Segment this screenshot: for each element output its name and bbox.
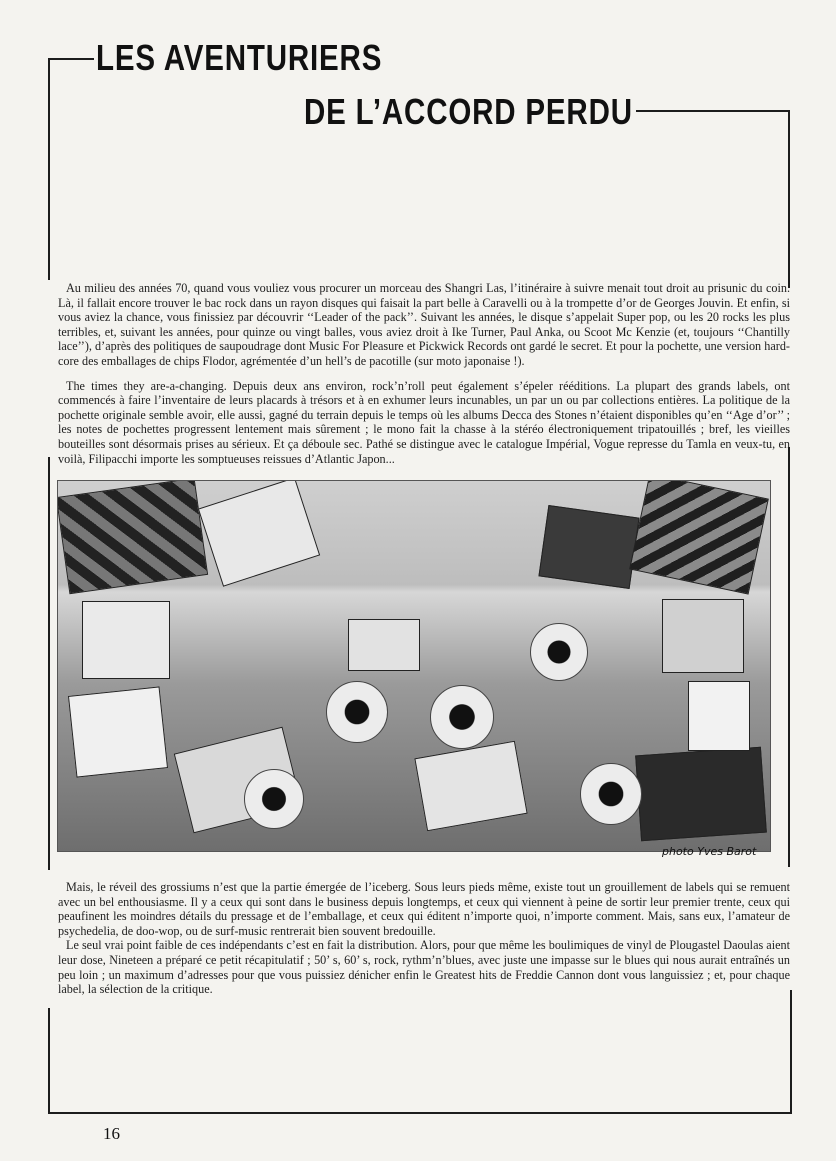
article-body-bottom <box>58 880 790 1007</box>
album-sleeve <box>68 686 168 777</box>
paragraph: Le seul vrai point faible de ces indépendants c’est en fait la distribution. Alors, pour que même les boulimiques de vinyl de Plougastel Daoulas aient leur dose, Nineteen a préparé ce petit récapitulatif ; 50’ s, 60’ s, rock, rythm’n’blues, avec juste une impasse sur le blues qui nous aurait entraînés un peu loin ; un maximum d’adresses pour que vous puissiez dénicher enfin le Greatest hits de Freddie Cannon dont vous languissiez ; et, pour chaque label, la sélection de la critique. <box>58 938 790 997</box>
paragraph: Mais, le réveil des grossiums n’est que la partie émergée de l’iceberg. Sous leurs pieds même, existe tout un grouillement de labels qui se remuent avec un bel enthousiasme. Il y a ceux qui sont dans le business depuis longtemps, et ceux qui viennent à peine de sortir leur premier trente, ceux qui peaufinent les moindres détails du pressage et de l’emballage, et ceux qui éditent n’importe quoi, n’importe comment. Mais, sans eux, l’amateur de psychedelia, de doo-wop, ou de surf-music rentrerait bien souvent bredouille. <box>58 880 790 938</box>
album-sleeve <box>198 480 320 587</box>
paragraph: The times they are-a-changing. Depuis deux ans environ, rock’n’roll peut également s’épeler rééditions. La plupart des grands labels, ont commencés à faire l’inventaire de leurs placards à trésors et à en exhumer leurs incunables, un par un ou par collections entières. La politique de la pochette originale semble avoir, elle aussi, gagné du terrain depuis le temps où les albums Decca des Stones n’étaient disponibles qu’en ‘‘Age d’or’’ ; les notes de pochettes progressent lentement mais sûrement ; le mono fait la chasse à la stéréo électroniquement tripatouillés ; bref, les vieilles bouteilles sont désormais prises au sérieux. Et ça déboule sec. Pathé se distingue avec le catalogue Impérial, Vogue represse du Tamla en veux-tu, en voilà, Filipacchi importe les somptueuses reissues d’Atlantic Japon... <box>58 378 790 466</box>
frame-right-lower-rule <box>790 990 792 1114</box>
album-sleeve <box>348 619 420 671</box>
frame-right-upper-rule <box>788 110 790 288</box>
album-sleeve <box>629 480 769 595</box>
single-sleeve <box>244 769 304 829</box>
frame-top-left-rule <box>48 58 94 60</box>
album-sleeve <box>414 741 527 832</box>
album-sleeve <box>662 599 744 673</box>
single-sleeve <box>580 763 642 825</box>
photo-credit: photo Yves Barot <box>662 845 757 858</box>
single-sleeve <box>326 681 388 743</box>
album-sleeve <box>82 601 170 679</box>
frame-bottom-rule <box>48 1112 792 1114</box>
album-sleeve <box>57 480 208 594</box>
single-sleeve <box>530 623 588 681</box>
photo-right-rule <box>788 447 790 867</box>
article-body-top <box>58 281 790 476</box>
frame-left-lower-rule <box>48 1008 50 1114</box>
album-sleeve <box>688 681 750 751</box>
album-sleeve <box>538 505 639 589</box>
single-sleeve <box>430 685 494 749</box>
record-collection-photo <box>57 480 771 852</box>
article-title-line-2: DE L’ACCORD PERDU <box>304 91 633 132</box>
frame-top-right-rule <box>636 110 790 112</box>
article-title-line-1: LES AVENTURIERS <box>96 37 383 78</box>
album-sleeve <box>635 747 767 842</box>
page-number: 16 <box>103 1124 120 1143</box>
paragraph: Au milieu des années 70, quand vous vouliez vous procurer un morceau des Shangri Las, l’itinéraire à suivre menait tout droit au prisunic du coin. Là, il fallait encore trouver le bac rock dans un rayon disques qui faisait la part belle à Caravelli ou à la trompette d’or de Georges Jouvin. Et enfin, si vous aviez la chance, vous finissiez par découvrir ‘‘Leader of the pack’’. Suivant les années, le disque s’appelait Super pop, ou les 20 rocks les plus terribles, et, suivant les années, pour quinze ou vingt balles, vous aviez droit à Ike Turner, Paul Anka, ou Scoot Mc Kenzie (et, toujours ‘‘Chantilly lace’’), d’après des politiques de saupoudrage dont Music For Pleasure et Pickwick Records ont gardé le secret. Et pour la pochette, une version hard-core des emballages de chips Flodor, agrémentée d’un hell’s de pacotille (sur moto japonaise !). <box>58 281 790 368</box>
frame-left-upper-rule <box>48 58 50 280</box>
photo-left-rule <box>48 457 50 870</box>
